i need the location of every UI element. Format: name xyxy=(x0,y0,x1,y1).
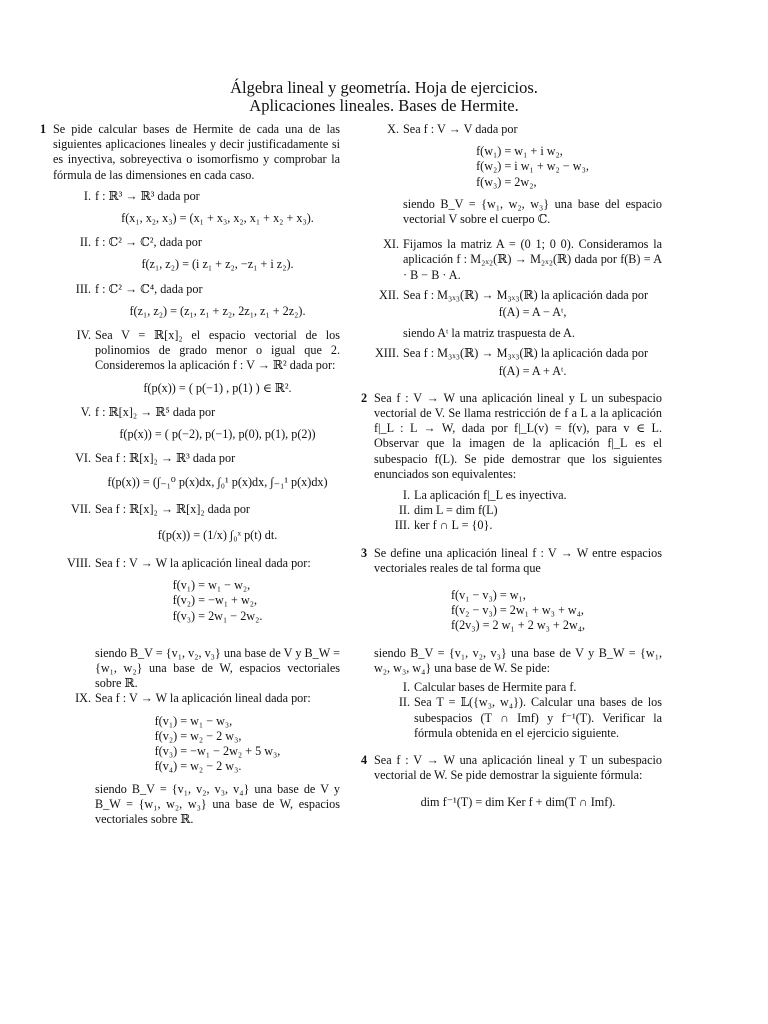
exercise-number: 2 xyxy=(361,390,368,405)
item-after-text: siendo B_V = {v₁, v₂, v₃, v₄} una base de V y B_W = {w₁, w₂, w₃} una base de W, espacios vectoriales sobre ℝ. xyxy=(95,781,340,826)
sheet-title xyxy=(0,79,768,115)
equation: f(z₁, z₂) = (i z₁ + z₂, −z₁ + i z₂). xyxy=(141,257,294,272)
item-text: Sea f : V → W la aplicación lineal dada por: xyxy=(95,691,311,706)
left-column xyxy=(40,122,340,827)
equation-system: f(v₁) = w₁ − w₂, f(v₂) = −w₁ + w₂, f(v₃) = 2w₁ − 2w₂. xyxy=(172,578,263,623)
item-text: Fijamos la matriz A = (0 1; 0 0). Consideramos la aplicación f : M₂ₓ₂(ℝ) → M₂ₓ₂(ℝ) dada por f(B) = A · B − B · A. xyxy=(403,237,662,282)
exercise-intro: Se define una aplicación lineal f : V → W entre espacios vectoriales reales de tal forma que xyxy=(374,545,662,575)
item-text: Sea f : M₃ₓ₃(ℝ) → M₃ₓ₃(ℝ) la aplicación dada por xyxy=(403,346,649,361)
item-XI: XI. Fijamos la matriz A = (0 1; 0 0). Consideramos la aplicación f : M₂ₓ₂(ℝ) → M₂ₓ₂(ℝ) dada por f(B) = A · B − B · A. xyxy=(383,237,662,282)
equation: f(p(x)) = (∫₋₁⁰ p(x)dx, ∫₀¹ p(x)dx, ∫₋₁¹ p(x)dx) xyxy=(107,475,328,490)
equation: dim f⁻¹(T) = dim Ker f + dim(T ∩ Imf). xyxy=(420,795,616,810)
exercise-intro: Sea f : V → W una aplicación lineal y L un subespacio vectorial de V. Se llama restricción de f a L a la aplicación f|_L : L → W, dada por f|_L(v) = f(v), para v ∈ L. Observar que la imagen de la aplicación f|_L es el subespacio f(L). Se pide demostrar que los siguientes enunciados son equivalentes: xyxy=(374,390,662,481)
exercise-number: 1 xyxy=(40,122,47,136)
item-text: f : ℝ[x]₂ → ℝ⁵ dada por xyxy=(95,404,216,419)
exercise-3 xyxy=(361,546,662,741)
item-after-text: siendo B_V = {v₁, v₂, v₃} una base de V y B_W = {w₁, w₂} una base de W, espacios vectoriales sobre ℝ. xyxy=(95,645,340,691)
item-IV: IV. Sea V = ℝ[x]₂ el espacio vectorial de los polinomios de grado menor o igual que 2. Consideremos la aplicación f : V → ℝ² dada por: f(p(x)) = ( p(−1) , p(1) ) ∈ ℝ². xyxy=(76,328,340,395)
equation-system: f(v₁) = w₁ − w₃, f(v₂) = w₂ − 2 w₃, f(v₃) = −w₁ − 2w₂ + 5 w₃, f(v₄) = w₂ − 2 w₃. xyxy=(154,713,281,774)
exercise-1 xyxy=(40,122,340,827)
item-XII: XII. Sea f : M₃ₓ₃(ℝ) → M₃ₓ₃(ℝ) la aplicación dada por f(A) = A − Aᵗ, siendo Aᵗ la matriz traspuesta de A. xyxy=(361,288,662,342)
exercise-2 xyxy=(361,391,662,534)
e2-item-I: I. La aplicación f|_L es inyectiva. xyxy=(402,488,567,503)
equation-system: f(w₁) = w₁ + i w₂, f(w₂) = i w₁ + w₂ − w₃, f(w₃) = 2w₂, xyxy=(476,144,589,189)
item-text: Sea f : M₃ₓ₃(ℝ) → M₃ₓ₃(ℝ) la aplicación dada por xyxy=(403,287,649,302)
e2-item-III: III. ker f ∩ L = {0}. xyxy=(394,518,493,533)
item-VIII: VIII. Sea f : V → W la aplicación lineal dada por: f(v₁) = w₁ − w₂, f(v₂) = −w₁ + w₂, f(v₃) = 2w₁ − 2w₂. siendo B_V = {v₁, v₂, v₃} una base de V y B_W = {w₁, w₂} una base de W, espacios vectoriales sobre ℝ. xyxy=(66,556,340,691)
e2-item-II: II. dim L = dim f(L) xyxy=(398,503,498,518)
item-after-text: siendo B_V = {w₁, w₂, w₃} una base del espacio vectorial V sobre el cuerpo ℂ. xyxy=(403,196,662,227)
item-text: Sea V = ℝ[x]₂ el espacio vectorial de los polinomios de grado menor o igual que 2. Consideremos la aplicación f : V → ℝ² dada por: xyxy=(95,328,340,373)
item-III: III. f : ℂ² → ℂ⁴, dada por f(z₁, z₂) = (z₁, z₁ + z₂, 2z₁, z₁ + 2z₂). xyxy=(53,282,340,319)
exercise-after-text: siendo B_V = {v₁, v₂, v₃} una base de V y B_W = {w₁, w₂, w₃, w₄} una base de W. Se pide: xyxy=(374,645,662,675)
item-text: Sea f : ℝ[x]₂ → ℝ³ dada por xyxy=(95,451,236,466)
equation: f(p(x)) = ( p(−2), p(−1), p(0), p(1), p(2)) xyxy=(119,427,316,442)
exercise-number: 4 xyxy=(361,752,368,767)
exercise-number: 3 xyxy=(361,545,368,560)
item-text: Sea f : ℝ[x]₂ → ℝ[x]₂ dada por xyxy=(95,501,250,516)
e3-item-II: II. Sea T = 𝕃({w₃, w₄}). Calcular una bases de los subespacios (T ∩ Imf) y f⁻¹(T). Verificar la fórmula obtenida en el ejercicio siguiente. xyxy=(398,695,662,740)
equation: f(A) = A − Aᵗ, xyxy=(498,305,567,320)
item-V: V. f : ℝ[x]₂ → ℝ⁵ dada por f(p(x)) = ( p(−2), p(−1), p(0), p(1), p(2)) xyxy=(53,405,340,442)
title-line-1: Álgebra lineal y geometría. Hoja de ejercicios. xyxy=(230,78,538,97)
right-column xyxy=(361,122,662,811)
exercise-4 xyxy=(361,753,662,811)
item-text: Sea f : V → W la aplicación lineal dada por: xyxy=(95,556,311,571)
item-text: Sea f : V → V dada por xyxy=(403,122,518,136)
equation: f(p(x)) = (1/x) ∫₀ˣ p(t) dt. xyxy=(157,527,278,542)
item-II: II. f : ℂ² → ℂ², dada por f(z₁, z₂) = (i z₁ + z₂, −z₁ + i z₂). xyxy=(53,235,340,272)
exercise-intro: Se pide calcular bases de Hermite de cada una de las siguientes aplicaciones lineales y decir justificadamente si es inyectiva, sobreyectiva o isomorfismo y comprobar la fórmula de las dimensiones en cada caso. xyxy=(53,122,340,182)
item-text: f : ℂ² → ℂ⁴, dada por xyxy=(95,281,203,296)
item-IX: IX. Sea f : V → W la aplicación lineal dada por: f(v₁) = w₁ − w₃, f(v₂) = w₂ − 2 w₃, f(v₃) = −w₁ − 2w₂ + 5 w₃, f(v₄) = w₂ − 2 w₃. siendo B_V = {v₁, v₂, v₃, v₄} una base de V y B_W = {w₁, w₂, w₃} una base de W, espacios vectoriales sobre ℝ. xyxy=(75,691,340,826)
exercise-intro: Sea f : V → W una aplicación lineal y T un subespacio vectorial de W. Se pide demostrar la siguiente fórmula: xyxy=(374,752,662,783)
item-VI: VI. Sea f : ℝ[x]₂ → ℝ³ dada por f(p(x)) = (∫₋₁⁰ p(x)dx, ∫₀¹ p(x)dx, ∫₋₁¹ p(x)dx) xyxy=(53,451,340,490)
item-XIII: XIII. Sea f : M₃ₓ₃(ℝ) → M₃ₓ₃(ℝ) la aplicación dada por f(A) = A + Aᵗ. xyxy=(361,346,662,378)
item-VII: VII. Sea f : ℝ[x]₂ → ℝ[x]₂ dada por f(p(x)) = (1/x) ∫₀ˣ p(t) dt. xyxy=(53,502,340,543)
title-line-2: Aplicaciones lineales. Bases de Hermite. xyxy=(249,96,519,115)
item-text: f : ℝ³ → ℝ³ dada por xyxy=(95,188,200,203)
equation-system: f(v₁ − v₃) = w₁, f(v₂ − v₃) = 2w₁ + w₃ + w₄, f(2v₃) = 2 w₁ + 2 w₃ + 2w₄, xyxy=(450,588,586,633)
equation: f(p(x)) = ( p(−1) , p(1) ) ∈ ℝ². xyxy=(143,380,292,395)
item-X: X. Sea f : V → V dada por f(w₁) = w₁ + i w₂, f(w₂) = i w₁ + w₂ − w₃, f(w₃) = 2w₂, siendo B_V = {w₁, w₂, w₃} una base del espacio vectorial V sobre el cuerpo ℂ. xyxy=(387,122,662,227)
equation: f(x₁, x₂, x₃) = (x₁ + x₃, x₂, x₁ + x₂ + x₃). xyxy=(121,211,314,226)
equation: f(A) = A + Aᵗ. xyxy=(498,363,567,378)
equation: f(z₁, z₂) = (z₁, z₁ + z₂, 2z₁, z₁ + 2z₂). xyxy=(129,303,306,318)
item-text: f : ℂ² → ℂ², dada por xyxy=(95,235,202,250)
item-I: I. f : ℝ³ → ℝ³ dada por f(x₁, x₂, x₃) = (x₁ + x₃, x₂, x₁ + x₂ + x₃). xyxy=(53,189,340,226)
item-after-text: siendo Aᵗ la matriz traspuesta de A. xyxy=(403,326,575,341)
e3-item-I: I. Calcular bases de Hermite para f. xyxy=(402,680,577,695)
